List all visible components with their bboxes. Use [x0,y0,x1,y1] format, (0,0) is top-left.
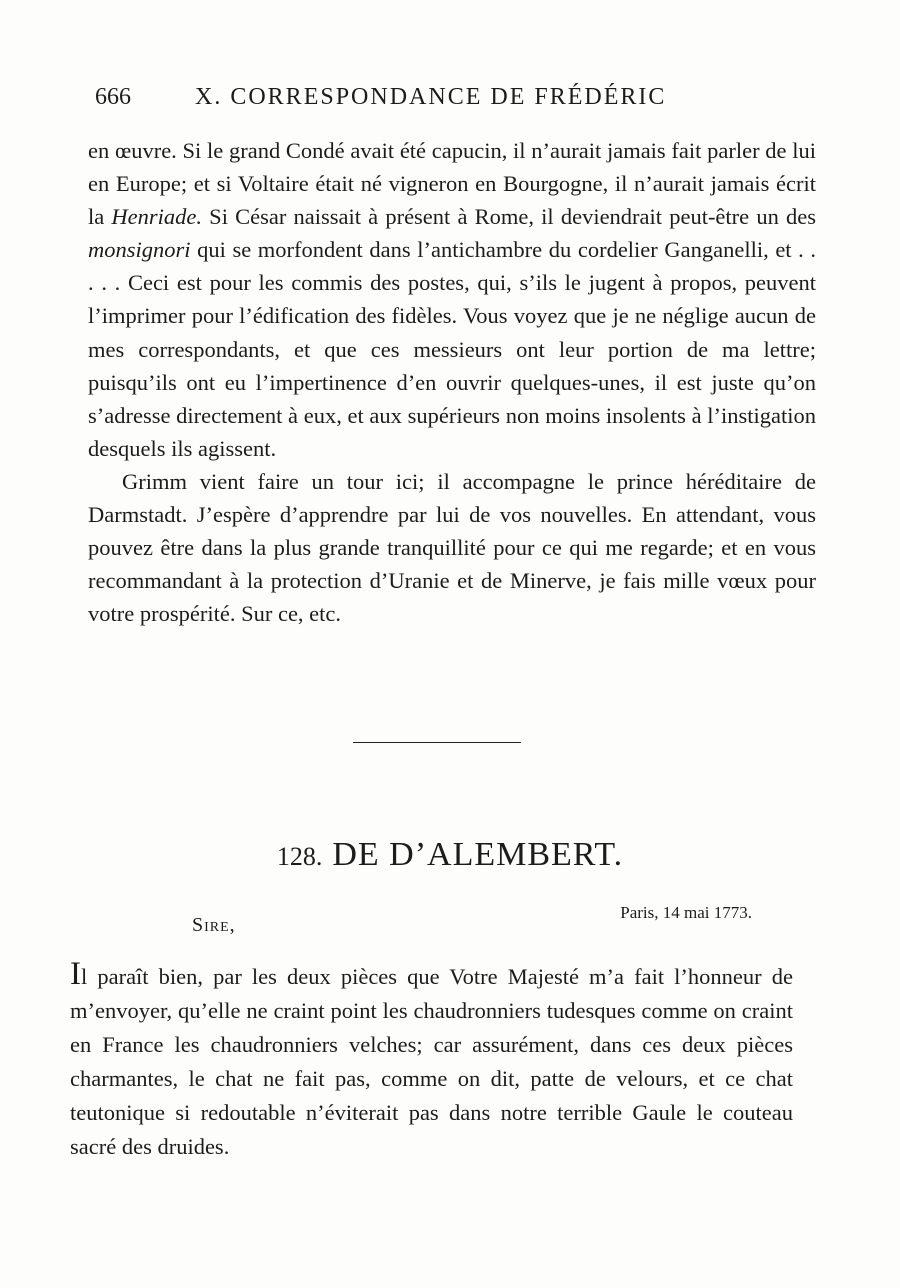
letter-heading [0,836,900,874]
running-head [95,84,815,111]
letter-dateline: Paris, 14 mai 1773. [620,903,752,922]
running-head-title: X. CORRESPONDANCE DE FRÉDÉRIC [195,84,667,110]
letter-number: 128. [276,842,323,871]
henriade-title: Henriade. [111,204,203,230]
letter-text [70,958,793,1164]
monsignori-word: monsignori [88,237,191,263]
body-text [88,134,816,630]
paragraph-1 [88,134,816,465]
paragraph-1-part-a: en œuvre. Si le grand Condé avait été capucin, il n’aurait jamais fait parler de lui en Europe; et si Voltaire était né vigneron en Bourgogne, il n’aurait jamais écrit la [88,138,816,230]
letter-paragraph [70,958,793,1164]
section-divider [353,742,521,743]
page-number: 666 [95,84,131,110]
letter-salutation: Sire, [192,914,236,936]
paragraph-1-part-e: qui se morfondent dans l’antichambre du cordelier Ganganelli, et . . . . . Ceci est pour les commis des postes, qui, s’ils le jugent à propos, peuvent l’imprimer pour l’édification des fidèles. Vous voyez que je ne néglige aucun de mes correspondants, et que ces messieurs ont leur portion de ma lettre; puisqu’ils ont eu l’impertinence d’en ouvrir quelques-unes, il est juste qu’on s’adresse directement à eux, et aux supérieurs non moins insolents à l’instigation desquels ils agissent. [88,237,816,461]
letter-title: DE D’ALEMBERT. [332,836,624,873]
drop-cap: I [70,956,81,992]
letter-paragraph-text: l paraît bien, par les deux pièces que Votre Majesté m’a fait l’honneur de m’envoyer, qu’elle ne craint point les chaudronniers tudesques comme on craint en France les chaudronniers velches; car assurément, dans ces deux pièces charmantes, le chat ne fait pas, comme on dit, patte de velours, et ce chat teutonique si redoutable n’éviterait pas dans notre terrible Gaule le couteau sacré des druides. [70,964,793,1159]
paragraph-2: Grimm vient faire un tour ici; il accompagne le prince héréditaire de Darmstadt. J’espère d’apprendre par lui de vos nouvelles. En attendant, vous pouvez être dans la plus grande tranquillité pour ce qui me regarde; et en vous recommandant à la protection d’Uranie et de Minerve, je fais mille vœux pour votre prospérité. Sur ce, etc. [88,468,816,627]
paragraph-1-part-c: Si César naissait à présent à Rome, il deviendrait peut-être un des [202,204,816,230]
